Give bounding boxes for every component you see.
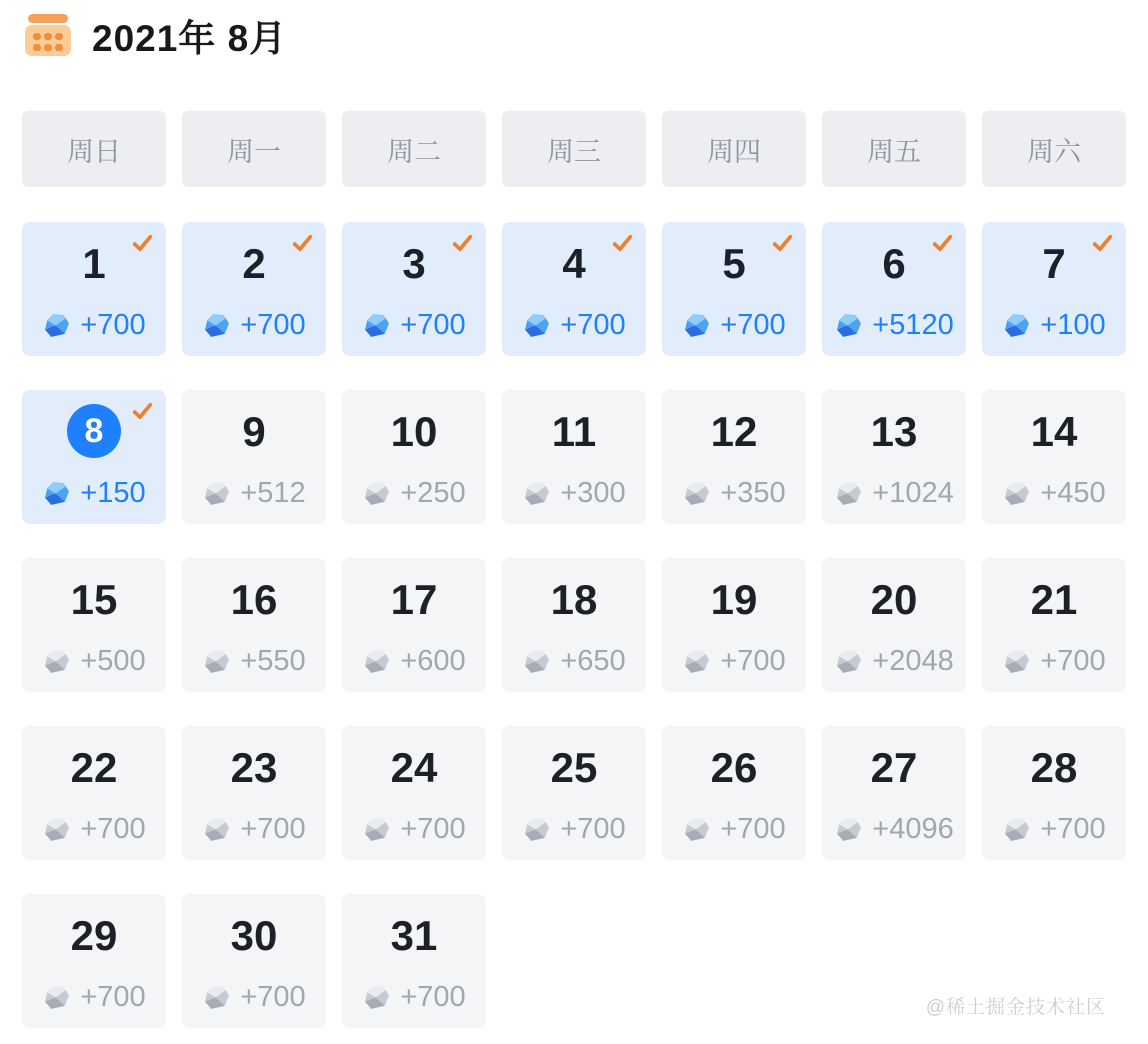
day-number: 3 (402, 240, 426, 287)
reward-value: +700 (240, 981, 306, 1013)
reward-value: +4096 (872, 813, 954, 845)
day-cell-30[interactable] (182, 894, 326, 1028)
day-cell-17[interactable] (342, 558, 486, 692)
day-number: 23 (230, 744, 278, 791)
reward-value: +700 (80, 309, 146, 341)
checkmark-icon (612, 234, 633, 252)
weekday-header-3 (502, 111, 646, 187)
day-number-badge (391, 912, 438, 960)
day-number: 21 (1030, 576, 1078, 623)
reward-row (202, 983, 305, 1012)
reward-row (202, 311, 305, 340)
gray-ore-icon (202, 983, 231, 1012)
checkmark-icon (772, 234, 793, 252)
day-cell-14[interactable] (982, 390, 1126, 524)
day-number-badge (82, 240, 105, 288)
reward-row (1002, 815, 1105, 844)
day-cell-31[interactable] (342, 894, 486, 1028)
weekday-label: 周二 (387, 136, 441, 167)
weekday-header-2 (342, 111, 486, 187)
day-number-badge (391, 576, 438, 624)
reward-value: +450 (1040, 477, 1106, 509)
reward-value: +5120 (872, 309, 954, 341)
day-number-badge (722, 240, 745, 288)
day-number-badge (231, 576, 278, 624)
gray-ore-icon (202, 647, 231, 676)
day-number: 8 (84, 412, 104, 450)
day-number: 20 (870, 576, 918, 623)
day-number: 10 (390, 408, 438, 455)
day-cell-27[interactable] (822, 726, 966, 860)
weekday-label: 周六 (1027, 136, 1081, 167)
day-number: 1 (82, 240, 106, 287)
reward-row (682, 479, 785, 508)
weekday-row (22, 111, 1126, 187)
blue-ore-icon (834, 311, 863, 340)
day-number-badge (391, 744, 438, 792)
gray-ore-icon (202, 815, 231, 844)
reward-value: +1024 (872, 477, 954, 509)
gray-ore-icon (42, 647, 71, 676)
day-number: 27 (870, 744, 918, 791)
gray-ore-icon (834, 479, 863, 508)
day-cell-12[interactable] (662, 390, 806, 524)
reward-row (522, 647, 625, 676)
blue-ore-icon (202, 311, 231, 340)
blue-ore-icon (1002, 311, 1031, 340)
reward-row (42, 815, 145, 844)
blue-ore-icon (522, 311, 551, 340)
checkmark-icon (452, 234, 473, 252)
day-number-badge (551, 576, 598, 624)
day-number: 6 (882, 240, 906, 287)
reward-value: +700 (720, 309, 786, 341)
blue-ore-icon (42, 311, 71, 340)
reward-row (362, 647, 465, 676)
day-number-badge (231, 912, 278, 960)
reward-value: +600 (400, 645, 466, 677)
day-number-badge (882, 240, 905, 288)
gray-ore-icon (362, 815, 391, 844)
reward-row (682, 815, 785, 844)
day-cell-23[interactable] (182, 726, 326, 860)
reward-row (362, 311, 465, 340)
day-cell-11[interactable] (502, 390, 646, 524)
reward-value: +350 (720, 477, 786, 509)
day-number-badge (871, 576, 918, 624)
gray-ore-icon (682, 815, 711, 844)
gray-ore-icon (42, 983, 71, 1012)
reward-value: +700 (720, 645, 786, 677)
reward-row (42, 647, 145, 676)
calendar-icon (24, 12, 72, 58)
weekday-header-0 (22, 111, 166, 187)
day-number: 26 (710, 744, 758, 791)
day-number: 29 (70, 912, 118, 959)
day-number: 9 (242, 408, 266, 455)
day-cell-29[interactable] (22, 894, 166, 1028)
reward-value: +700 (1040, 813, 1106, 845)
day-number-badge (552, 408, 596, 456)
day-number: 24 (390, 744, 438, 791)
reward-value: +700 (240, 309, 306, 341)
reward-row (1002, 311, 1105, 340)
day-cell-8[interactable] (22, 390, 166, 524)
gray-ore-icon (1002, 479, 1031, 508)
day-number-badge (711, 744, 758, 792)
day-number-badge (551, 744, 598, 792)
reward-value: +700 (80, 813, 146, 845)
day-number-badge (1031, 576, 1078, 624)
reward-value: +100 (1040, 309, 1106, 341)
reward-value: +150 (80, 477, 146, 509)
day-cell-7[interactable] (982, 222, 1126, 356)
weekday-header-5 (822, 111, 966, 187)
day-number-badge (71, 744, 118, 792)
checkmark-icon (132, 402, 153, 420)
gray-ore-icon (522, 815, 551, 844)
day-number-badge (871, 408, 918, 456)
reward-row (202, 647, 305, 676)
day-number: 19 (710, 576, 758, 623)
reward-row (522, 815, 625, 844)
day-cell-18[interactable] (502, 558, 646, 692)
reward-row (834, 311, 953, 340)
reward-value: +500 (80, 645, 146, 677)
weekday-header-1 (182, 111, 326, 187)
gray-ore-icon (682, 479, 711, 508)
day-number: 5 (722, 240, 746, 287)
day-number: 30 (230, 912, 278, 959)
day-number-badge (711, 576, 758, 624)
weekday-label: 周一 (227, 136, 281, 167)
day-number: 18 (550, 576, 598, 623)
day-number: 2 (242, 240, 266, 287)
day-number: 14 (1030, 408, 1078, 455)
day-number-badge (402, 240, 425, 288)
reward-value: +700 (560, 813, 626, 845)
day-number: 28 (1030, 744, 1078, 791)
gray-ore-icon (682, 647, 711, 676)
gray-ore-icon (834, 647, 863, 676)
reward-row (42, 479, 145, 508)
reward-row (362, 479, 465, 508)
reward-value: +700 (80, 981, 146, 1013)
reward-row (202, 479, 305, 508)
day-cell-3[interactable] (342, 222, 486, 356)
day-cell-22[interactable] (22, 726, 166, 860)
day-cell-15[interactable] (22, 558, 166, 692)
reward-value: +512 (240, 477, 306, 509)
day-cell-25[interactable] (502, 726, 646, 860)
day-number: 31 (390, 912, 438, 959)
day-cell-10[interactable] (342, 390, 486, 524)
day-number: 25 (550, 744, 598, 791)
day-number: 13 (870, 408, 918, 455)
weekday-label: 周四 (707, 136, 761, 167)
gray-ore-icon (362, 983, 391, 1012)
blue-ore-icon (682, 311, 711, 340)
checkmark-icon (132, 234, 153, 252)
day-cell-20[interactable] (822, 558, 966, 692)
reward-row (834, 647, 953, 676)
reward-value: +700 (400, 309, 466, 341)
gray-ore-icon (202, 479, 231, 508)
gray-ore-icon (42, 815, 71, 844)
day-cell-28[interactable] (982, 726, 1126, 860)
weekday-label: 周日 (67, 136, 121, 167)
day-number: 11 (551, 408, 597, 455)
reward-value: +550 (240, 645, 306, 677)
day-cell-6[interactable] (822, 222, 966, 356)
day-number: 7 (1042, 240, 1066, 287)
checkmark-icon (932, 234, 953, 252)
day-number: 22 (70, 744, 118, 791)
weekday-header-6 (982, 111, 1126, 187)
day-cell-1[interactable] (22, 222, 166, 356)
checkmark-icon (292, 234, 313, 252)
day-number-badge (71, 912, 118, 960)
day-number-badge (1042, 240, 1065, 288)
day-cell-21[interactable] (982, 558, 1126, 692)
gray-ore-icon (362, 647, 391, 676)
reward-value: +700 (400, 981, 466, 1013)
day-cell-24[interactable] (342, 726, 486, 860)
reward-row (202, 815, 305, 844)
gray-ore-icon (1002, 815, 1031, 844)
reward-row (522, 479, 625, 508)
reward-row (42, 983, 145, 1012)
checkmark-icon (1092, 234, 1113, 252)
day-cell-4[interactable] (502, 222, 646, 356)
day-cell-2[interactable] (182, 222, 326, 356)
reward-row (834, 479, 953, 508)
day-number-badge (242, 408, 265, 456)
day-number: 15 (70, 576, 118, 623)
gray-ore-icon (1002, 647, 1031, 676)
reward-row (42, 311, 145, 340)
day-cell-13[interactable] (822, 390, 966, 524)
reward-row (362, 983, 465, 1012)
reward-value: +700 (240, 813, 306, 845)
gray-ore-icon (522, 647, 551, 676)
reward-row (362, 815, 465, 844)
day-cell-5[interactable] (662, 222, 806, 356)
calendar-header (24, 8, 287, 62)
reward-value: +700 (720, 813, 786, 845)
day-number-badge (391, 408, 438, 456)
reward-row (682, 311, 785, 340)
calendar-grid (22, 222, 1126, 1028)
day-cell-16[interactable] (182, 558, 326, 692)
page-title: 2021年 8月 (92, 18, 288, 59)
reward-value: +2048 (872, 645, 954, 677)
day-number-badge (1031, 408, 1078, 456)
blue-ore-icon (362, 311, 391, 340)
reward-value: +300 (560, 477, 626, 509)
reward-row (522, 311, 625, 340)
day-number: 12 (710, 408, 758, 455)
weekday-label: 周三 (547, 136, 601, 167)
reward-row (834, 815, 953, 844)
blue-ore-icon (42, 479, 71, 508)
day-cell-9[interactable] (182, 390, 326, 524)
day-number-badge (71, 576, 118, 624)
day-number-badge (1031, 744, 1078, 792)
day-cell-26[interactable] (662, 726, 806, 860)
day-number: 4 (562, 240, 586, 287)
reward-value: +250 (400, 477, 466, 509)
weekday-header-4 (662, 111, 806, 187)
day-number-badge (871, 744, 918, 792)
watermark: @稀土掘金技术社区 (925, 997, 1106, 1018)
day-number-badge (711, 408, 758, 456)
day-number-badge (242, 240, 265, 288)
day-number-badge (231, 744, 278, 792)
reward-value: +650 (560, 645, 626, 677)
weekday-label: 周五 (867, 136, 921, 167)
reward-value: +700 (560, 309, 626, 341)
reward-row (1002, 479, 1105, 508)
gray-ore-icon (834, 815, 863, 844)
reward-row (1002, 647, 1105, 676)
day-number-badge (67, 404, 121, 458)
reward-row (682, 647, 785, 676)
day-cell-19[interactable] (662, 558, 806, 692)
gray-ore-icon (522, 479, 551, 508)
reward-value: +700 (1040, 645, 1106, 677)
reward-value: +700 (400, 813, 466, 845)
day-number-badge (562, 240, 585, 288)
day-number: 17 (390, 576, 438, 623)
gray-ore-icon (362, 479, 391, 508)
day-number: 16 (230, 576, 278, 623)
